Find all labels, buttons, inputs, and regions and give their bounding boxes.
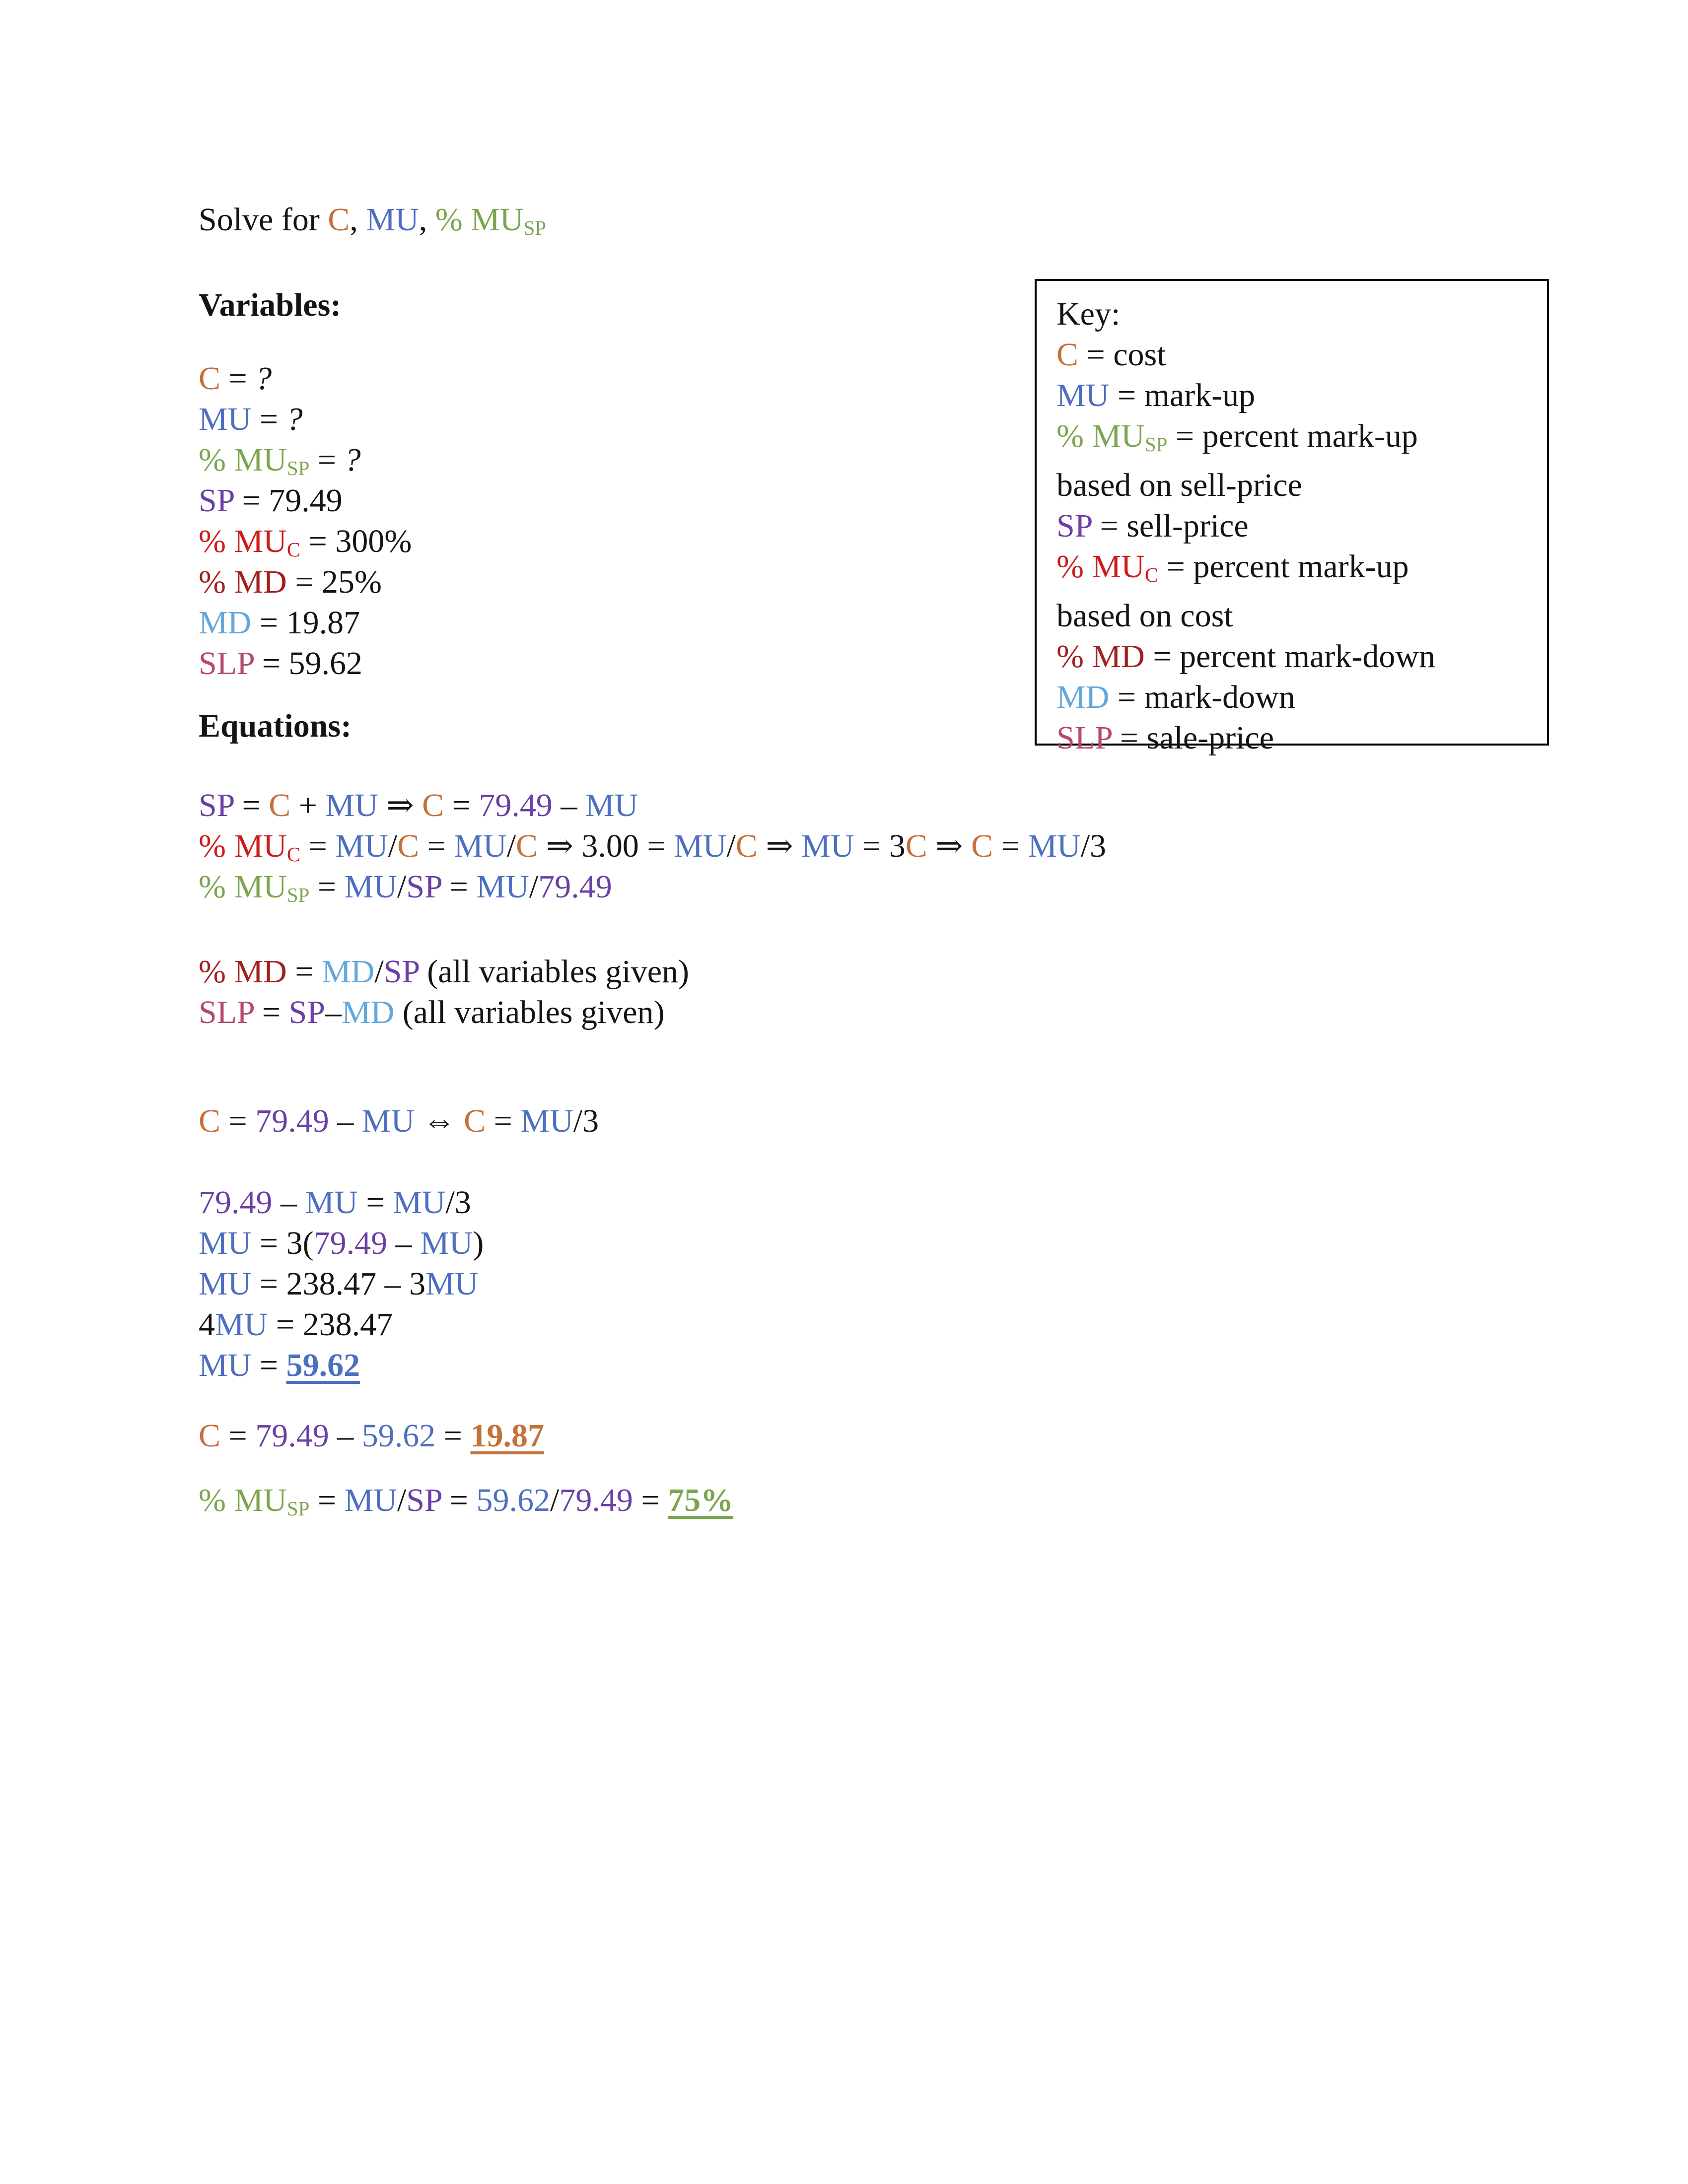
math-token: Variables: [199,287,342,323]
equation-line-pct-mu-sp [199,871,612,906]
math-token: – [387,1225,421,1261]
math-subscript: SP [523,217,547,239]
math-subscript: SP [286,457,310,479]
math-token: 59.62 [476,1482,550,1518]
math-token: = 3 [854,828,906,864]
key-line-sp [1056,506,1527,546]
math-token: SP [383,954,419,990]
math-token: MD [341,994,395,1030]
math-token: = percent mark-up [1158,548,1409,585]
math-token: = [444,787,479,823]
math-token: MU [361,1103,415,1139]
math-token: = [419,828,454,864]
math-token: C [735,828,758,864]
variable-line-slp [199,647,362,680]
key-line-mu [1056,375,1527,416]
key-line-md [1056,677,1527,718]
math-token: ? [255,360,272,397]
math-token: MU [366,202,419,238]
math-token: 79.49 [559,1482,633,1518]
math-token: = [251,401,286,437]
math-token: /3 [1080,828,1107,864]
math-token: = [357,1184,393,1221]
math-token: MU [305,1184,358,1221]
math-token: ⇒ 3.00 = [538,828,674,864]
math-token: / [506,828,516,864]
math-token: 79.49 [255,1418,329,1454]
math-token: = [441,1482,477,1518]
math-token: MU [1056,377,1110,413]
math-token: , [419,202,435,238]
variables-heading [199,289,341,322]
math-token: MU [476,869,529,905]
math-token: 75% [668,1482,734,1518]
math-token: MU [215,1306,268,1343]
math-token: = [220,1418,256,1454]
key-line-pct-mu-sp [1056,416,1527,465]
math-token: = mark-down [1109,679,1295,715]
math-token: / [397,869,407,905]
key-line-pct-md [1056,636,1527,677]
math-token: = [993,828,1028,864]
math-token: C [464,1103,486,1139]
math-token: MU [425,1266,479,1302]
math-token: / [529,869,539,905]
math-token: SLP [199,994,254,1030]
math-token: = [309,1482,345,1518]
math-token: (all variables given) [394,994,665,1030]
math-token: 4 [199,1306,215,1343]
math-token: – [329,1103,362,1139]
equation-line-sp [199,789,638,822]
equation-line-pct-md [199,956,689,988]
math-token: SP [199,787,234,823]
math-token: + [290,787,326,823]
math-token: ⇔ [415,1103,464,1139]
key-line-pct-mu-c-cont [1056,596,1527,636]
math-token: 59.62 [286,1347,360,1383]
equation-line-slp [199,996,665,1029]
math-token: (all variables given) [419,954,690,990]
math-token: /3 [445,1184,471,1221]
math-token: SLP [199,645,254,682]
math-token: C [328,202,350,238]
math-token: % MU [199,442,287,478]
math-token: = [633,1482,668,1518]
math-token: = [441,869,477,905]
math-token: 79.49 [255,1103,329,1139]
math-token: – [272,1184,305,1221]
key-box [1035,279,1549,756]
title-line [199,204,546,239]
answer-line-mu [199,1349,360,1382]
math-token: MU [325,787,378,823]
math-token: /3 [573,1103,599,1139]
math-token: / [550,1482,560,1518]
math-token: C [516,828,538,864]
math-token: = [309,869,345,905]
equations-heading [199,710,352,743]
math-token: ⇒ [927,828,972,864]
variable-line-pct-mu-sp [199,444,361,479]
math-token: 79.49 [538,869,612,905]
math-token: C [905,828,927,864]
math-token: = 238.47 – 3 [251,1266,426,1302]
math-token: = mark-up [1109,377,1256,413]
math-token: = [286,954,322,990]
key-line-pct-mu-c [1056,546,1527,596]
math-token: , [350,202,366,238]
math-token: MU [1028,828,1081,864]
math-token: MD [1056,679,1110,715]
math-token: = 59.62 [254,645,363,682]
key-line-pct-mu-sp-cont [1056,465,1527,506]
math-token: Equations: [199,708,352,744]
math-token: / [726,828,736,864]
math-token: MU [454,828,507,864]
variable-line-pct-mu-c [199,525,412,560]
solution-line-1 [199,1186,471,1219]
math-token: = 3( [251,1225,314,1261]
math-token: = [251,1347,286,1383]
math-token: MU [344,1482,397,1518]
math-token: = [486,1103,521,1139]
math-token: C [422,787,444,823]
math-token: = 238.47 [268,1306,393,1343]
key-line-c [1056,335,1527,375]
math-subscript: C [286,539,301,561]
solution-line-3 [199,1268,478,1300]
math-subscript: SP [286,1498,310,1520]
math-token: SLP [1056,720,1112,756]
math-token: = [254,994,289,1030]
math-token: C [199,1418,221,1454]
math-token: Solve for [199,202,328,238]
math-token: = 25% [286,564,382,600]
math-token: = percent mark-up [1167,418,1418,454]
math-token: = 300% [300,523,412,559]
math-token: = [309,442,345,478]
solution-line-4 [199,1308,393,1341]
solution-line-2 [199,1227,484,1260]
math-token: / [374,954,384,990]
math-token: = sell-price [1091,508,1249,544]
math-token: % MU [1056,548,1145,585]
variable-line-c [199,362,272,395]
math-token: ? [344,442,361,478]
math-token: C [269,787,291,823]
math-token: C [1056,337,1079,373]
math-token: SP [288,994,325,1030]
math-token: – [329,1418,362,1454]
math-token: MU [393,1184,446,1221]
variable-line-sp [199,484,343,517]
math-token: MU [420,1225,473,1261]
math-subscript: SP [286,884,310,906]
equation-line-pct-mu-c [199,830,1106,865]
math-token: – [325,994,342,1030]
math-token: based on sell-price [1056,467,1302,503]
math-token: % MU [1056,418,1145,454]
math-token: = [233,787,269,823]
math-token: 79.49 [479,787,553,823]
math-token: MU [335,828,388,864]
math-token: 79.49 [199,1184,273,1221]
math-token: MU [520,1103,573,1139]
math-token: SP [1056,508,1092,544]
math-token: % MU [199,869,287,905]
math-token: % MD [1056,638,1145,675]
math-token: MD [199,605,252,641]
math-token: SP [406,1482,442,1518]
math-token: MU [199,1347,252,1383]
math-token: = [300,828,336,864]
math-token: 19.87 [470,1418,544,1454]
key-heading [1056,294,1527,335]
math-token: SP [406,869,442,905]
math-token: / [388,828,398,864]
math-token: % MD [199,954,287,990]
math-token: % MU [199,828,287,864]
key-line-slp [1056,718,1527,758]
math-token: = percent mark-down [1144,638,1435,675]
math-token: C [397,828,420,864]
math-token: – [552,787,585,823]
math-token: ) [473,1225,484,1261]
math-token: % MD [199,564,287,600]
math-token: MU [674,828,727,864]
math-subscript: SP [1144,433,1168,456]
math-token: = sale-price [1112,720,1274,756]
math-token: MU [199,1225,252,1261]
math-token: = 19.87 [251,605,360,641]
math-token: 79.49 [313,1225,388,1261]
math-token: 59.62 [361,1418,436,1454]
variable-line-md [199,607,360,639]
math-token: MU [344,869,397,905]
math-token: % MU [435,202,524,238]
math-token: MD [322,954,375,990]
answer-line-c [199,1420,544,1452]
variable-line-pct-md [199,566,382,599]
math-token: Key: [1056,296,1121,332]
solution-line-equiv [199,1105,599,1138]
math-token: MU [199,401,252,437]
math-token: based on cost [1056,598,1233,634]
math-token: ⇒ [378,787,422,823]
math-token: SP [199,482,234,519]
math-subscript: C [1144,564,1159,586]
math-token: = cost [1078,337,1166,373]
math-token: % MU [199,1482,287,1518]
math-token: ? [286,401,303,437]
math-token: ⇒ [757,828,802,864]
math-token: = [435,1418,471,1454]
math-token: MU [585,787,638,823]
math-token: C [199,360,221,397]
math-token: MU [199,1266,252,1302]
math-token: % MU [199,523,287,559]
math-token: / [397,1482,407,1518]
answer-line-pct-mu-sp [199,1484,733,1519]
math-token: = 79.49 [233,482,343,519]
math-token: C [971,828,993,864]
math-token: = [220,360,256,397]
math-token: MU [801,828,854,864]
math-token: = [220,1103,256,1139]
variable-line-mu [199,403,303,436]
math-token: C [199,1103,221,1139]
math-subscript: C [286,843,301,866]
